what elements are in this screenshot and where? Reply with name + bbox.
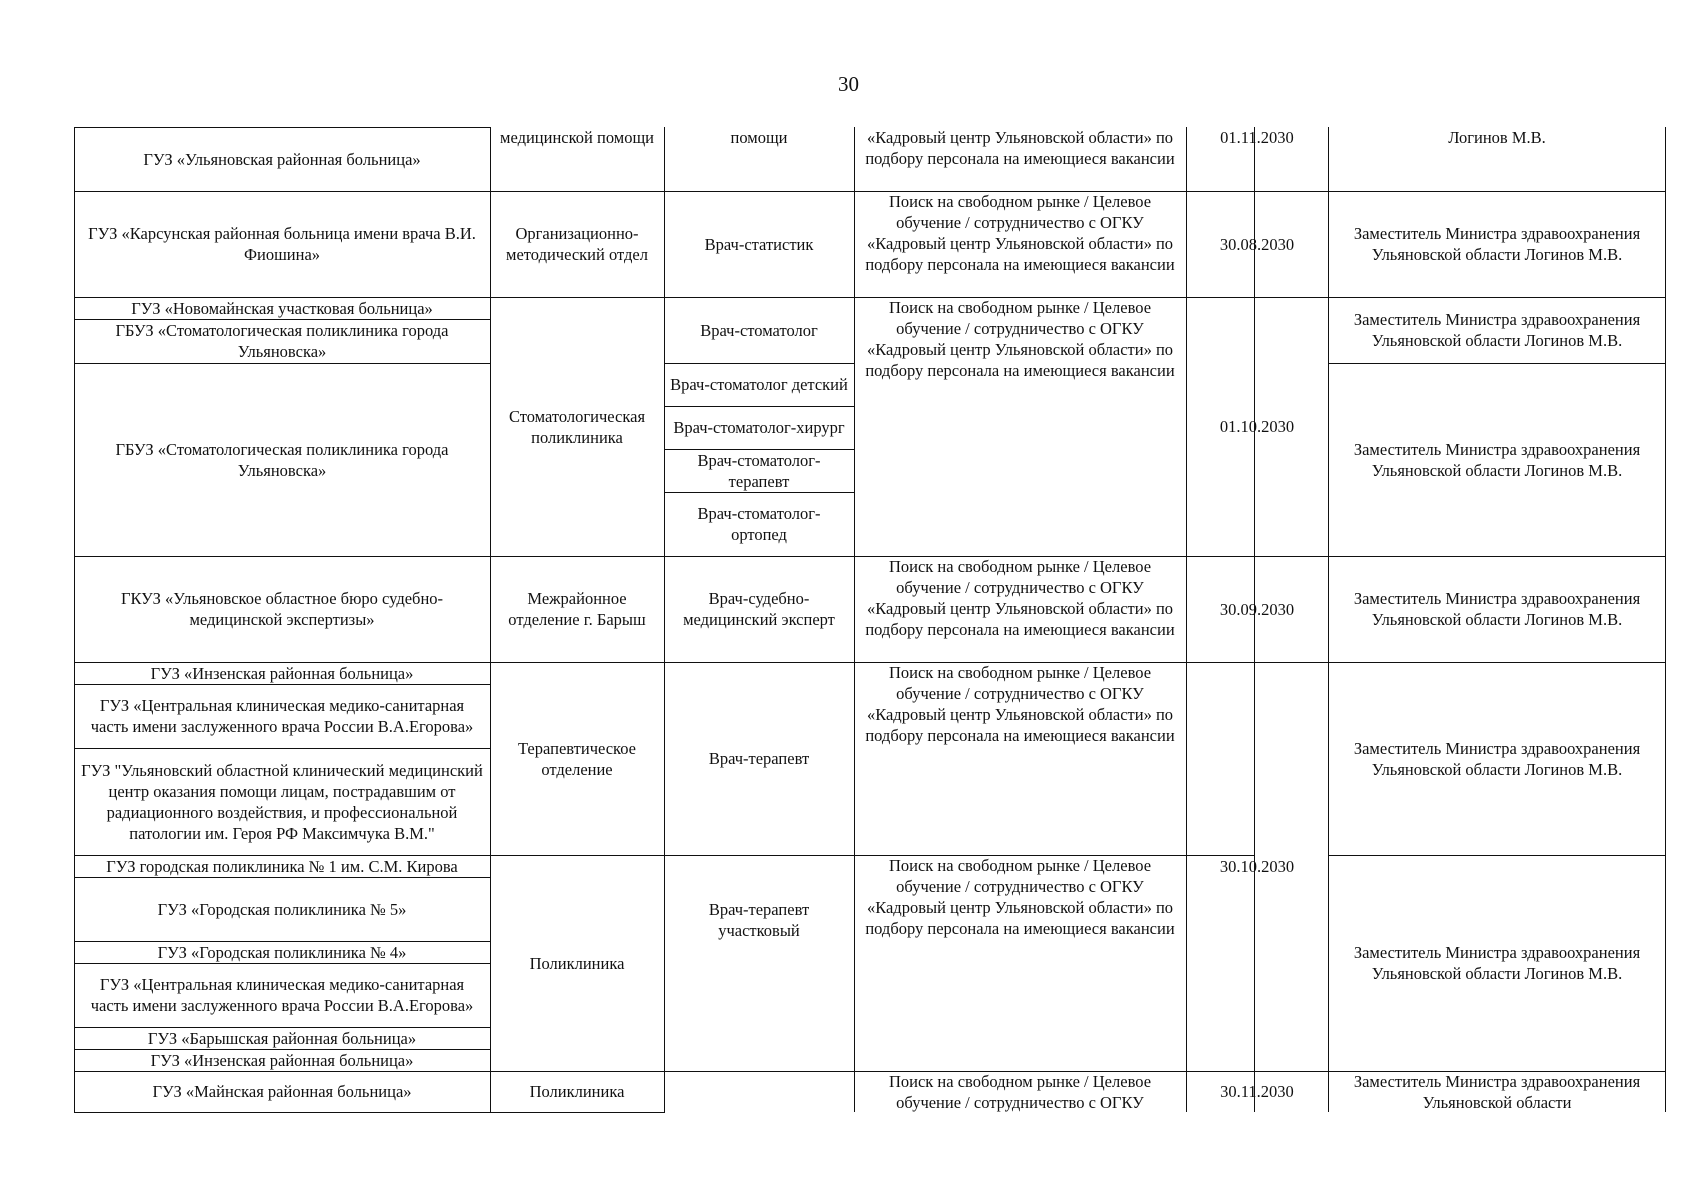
institution-cell: ГУЗ «Городская поликлиника № 5»	[157, 899, 407, 919]
table-border-bottom	[74, 1112, 664, 1113]
position-cell: Врач-стоматолог-терапевт	[697, 450, 821, 491]
date-cell: 30.08.2030	[1219, 234, 1295, 254]
responsible-cell: Заместитель Министра здравоохранения Ульяновской области Логинов М.В.	[1353, 943, 1641, 983]
institution-cell: ГУЗ «Центральная клиническая медико-санитарная часть имени заслуженного врача России В.А.Егорова»	[90, 975, 474, 1015]
institution-cell: ГУЗ «Центральная клиническая медико-санитарная часть имени заслуженного врача России В.А.Егорова»	[90, 696, 474, 736]
institution-cell: ГБУЗ «Стоматологическая поликлиника города Ульяновска»	[115, 439, 449, 480]
date-cell: 30.10.2030	[1219, 857, 1295, 876]
institution-cell: ГУЗ «Ульяновская районная больница»	[143, 149, 421, 169]
unit-cell: Межрайонное отделение г. Барыш	[508, 589, 646, 629]
responsible-cell: Заместитель Министра здравоохранения Ульяновской области Логинов М.В.	[1353, 439, 1641, 480]
method-cell: Поиск на свободном рынке / Целевое обучение / сотрудничество с ОГКУ	[888, 1072, 1152, 1112]
responsible-cell: Логинов М.В.	[1448, 128, 1546, 147]
position-cell: помощи	[730, 128, 788, 147]
responsible-cell: Заместитель Министра здравоохранения Ульяновской области Логинов М.В.	[1353, 310, 1641, 350]
position-cell: Врач-статистик	[704, 234, 814, 254]
position-cell: Врач-терапевт участковый	[708, 900, 810, 940]
position-cell: Врач-судебно-медицинский эксперт	[683, 589, 835, 629]
page-number: 30	[838, 72, 859, 96]
position-cell: Врач-стоматолог детский	[670, 375, 848, 394]
method-cell: Поиск на свободном рынке / Целевое обучение / сотрудничество с ОГКУ «Кадровый центр Ульяновской области» по подбору персонала на имеющиеся вакансии	[865, 557, 1175, 639]
institution-cell: ГУЗ «Карсунская районная больница имени врача В.И. Фиошина»	[88, 224, 476, 264]
unit-cell: Стоматологическая поликлиника	[508, 406, 646, 447]
responsible-cell: Заместитель Министра здравоохранения Ульяновской области Логинов М.В.	[1353, 589, 1641, 629]
staffing-table	[74, 127, 1666, 1112]
method-cell: Поиск на свободном рынке / Целевое обучение / сотрудничество с ОГКУ «Кадровый центр Ульяновской области» по подбору персонала на имеющиеся вакансии	[865, 192, 1175, 274]
method-cell: Поиск на свободном рынке / Целевое обучение / сотрудничество с ОГКУ «Кадровый центр Ульяновской области» по подбору персонала на имеющиеся вакансии	[865, 856, 1175, 938]
date-cell: 30.11.2030	[1220, 1082, 1294, 1101]
method-cell: Поиск на свободном рынке / Целевое обучение / сотрудничество с ОГКУ «Кадровый центр Ульяновской области» по подбору персонала на имеющиеся вакансии	[865, 663, 1175, 745]
responsible-cell: Заместитель Министра здравоохранения Ульяновской области Логинов М.В.	[1353, 738, 1641, 779]
responsible-cell: Заместитель Министра здравоохранения Ульяновской области Логинов М.В.	[1353, 224, 1641, 264]
method-cell: Поиск на свободном рынке / Целевое обучение / сотрудничество с ОГКУ «Кадровый центр Ульяновской области» по подбору персонала на имеющиеся вакансии	[865, 298, 1175, 380]
position-cell: Врач-терапевт	[708, 749, 810, 768]
institution-cell: ГУЗ "Ульяновский областной клинический медицинский центр оказания помощи лицам, пострадавшим от радиационного воздействия, и профессиональной патологии им. Героя РФ Максимчука В.М."	[81, 760, 483, 843]
institution-cell: ГУЗ «Инзенская районная больница»	[150, 1050, 414, 1070]
position-cell: Врач-стоматолог-хирург	[673, 418, 845, 437]
institution-cell: ГУЗ «Новомайнская участковая больница»	[131, 298, 433, 318]
position-cell: Врач-стоматолог-ортопед	[697, 504, 821, 544]
institution-cell: ГКУЗ «Ульяновское областное бюро судебно-медицинской экспертизы»	[120, 589, 444, 629]
method-cell: «Кадровый центр Ульяновской области» по подбору персонала на имеющиеся вакансии	[865, 128, 1175, 168]
unit-cell: Поликлиника	[529, 953, 625, 973]
date-cell: 01.10.2030	[1219, 417, 1295, 436]
date-cell: 30.09.2030	[1219, 599, 1295, 619]
unit-cell: медицинской помощи	[500, 128, 654, 147]
institution-cell: ГУЗ «Городская поликлиника № 4»	[157, 942, 407, 962]
institution-cell: ГУЗ «Инзенская районная больница»	[150, 663, 414, 683]
responsible-cell: Заместитель Министра здравоохранения Ульяновской области	[1353, 1072, 1641, 1112]
date-cell: 01.11.2030	[1220, 128, 1294, 147]
institution-cell: ГУЗ городская поликлиника № 1 им. С.М. Кирова	[106, 856, 458, 876]
position-cell: Врач-стоматолог	[700, 320, 818, 340]
unit-cell: Организационно-методический отдел	[506, 224, 648, 264]
unit-cell: Поликлиника	[529, 1082, 625, 1101]
unit-cell: Терапевтическое отделение	[517, 738, 636, 779]
institution-cell: ГБУЗ «Стоматологическая поликлиника города Ульяновска»	[115, 321, 449, 361]
institution-cell: ГУЗ «Майнская районная больница»	[152, 1082, 412, 1101]
institution-cell: ГУЗ «Барышская районная больница»	[147, 1028, 417, 1048]
